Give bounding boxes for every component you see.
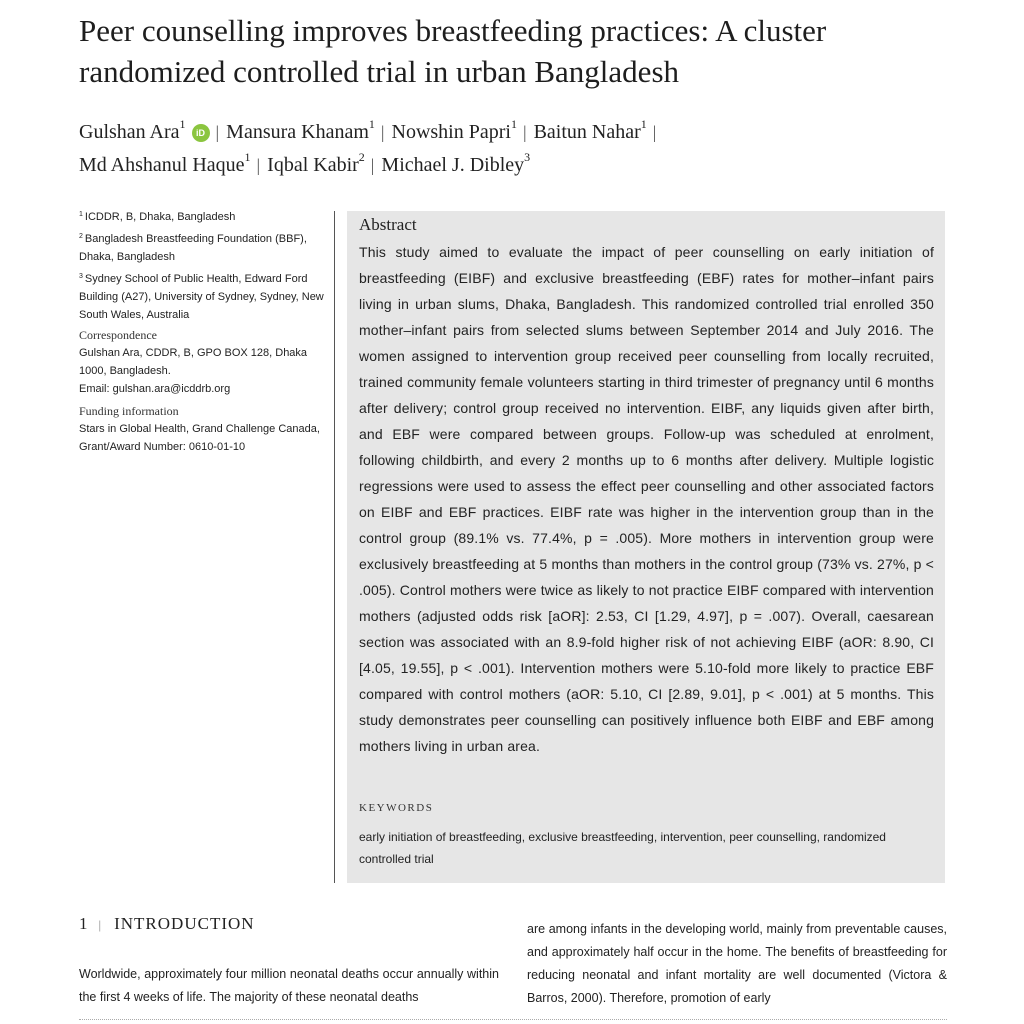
author-2[interactable] — [226, 117, 375, 143]
author-affiliation-sup: 1 — [179, 117, 186, 132]
abstract-box — [347, 211, 945, 883]
author-affiliation-sup: 1 — [368, 117, 375, 132]
author-name: Michael J. Dibley — [381, 154, 525, 176]
correspondence-email[interactable]: Email: gulshan.ara@icddrb.org — [79, 383, 231, 395]
author-affiliation-sup: 1 — [244, 150, 251, 165]
section-separator: | — [98, 917, 103, 932]
paper-title: Peer counselling improves breastfeeding practices: A cluster randomized controlled trial in urban Bangladesh — [79, 13, 827, 89]
correspondence-heading: Correspondence — [79, 328, 157, 342]
abstract-text: This study aimed to evaluate the impact of peer counselling on early initiation of breastfeeding (EIBF) and exclusive breastfeeding (EBF) rates for mother–infant pairs living in urban slums, Dhaka, Bangladesh. This randomized controlled trial enrolled 350 mother–infant pairs from selected slums between September 2014 and July 2016. The women assigned to intervention group received peer counselling from locally recruited, trained community female volunteers starting in third trimester of pregnancy until 6 months after delivery; control group received no intervention. EIBF, any liquids given after birth, and EBF were compared between groups. Follow-up was scheduled at enrolment, following childbirth, and every 2 months up to 6 months after delivery. Multiple logistic regressions were used to assess the effect peer counselling and other associated factors on EIBF and EBF practices. EIBF rate was higher in the intervention group than in the control group (89.1% vs. 77.4%, p = .005). More mothers in intervention group were exclusively breastfeeding at 5 months than mothers in the control group (73% vs. 27%, p < .005). Control mothers were twice as likely to not practice EIBF compared with intervention mothers (adjusted odds risk [aOR]: 2.53, CI [1.29, 4.97], p = .007). Overall, caesarean section was associated with an 8.9-fold higher risk of not achieving EIBF (aOR: 8.90, CI [4.05, 19.55], p < .001). Intervention mothers were 5.10-fold more likely to practice EBF compared with control mothers (aOR: 5.10, CI [2.89, 9.01], p < .001) at 5 months. This study demonstrates peer counselling can positively influence both EIBF and EBF among mothers living in urban area. — [359, 244, 934, 754]
author-separator: | — [256, 155, 261, 175]
abstract-heading: Abstract — [359, 215, 417, 234]
author-separator: | — [215, 122, 220, 142]
author-name: Md Ahshanul Haque — [79, 154, 245, 176]
author-1[interactable] — [79, 117, 210, 143]
author-3[interactable] — [391, 117, 517, 143]
affiliation-1: $^1$ ICDDR, B, Dhaka, Bangladesh — [79, 211, 236, 223]
funding-heading: Funding information — [79, 404, 179, 418]
author-name: Mansura Khanam — [226, 121, 369, 143]
author-6[interactable] — [267, 150, 365, 176]
author-7[interactable] — [381, 150, 531, 176]
keywords-heading: KEYWORDS — [359, 802, 434, 814]
author-name: Baitun Nahar — [533, 121, 641, 143]
author-separator: | — [380, 122, 385, 142]
author-name: Nowshin Papri — [391, 121, 511, 143]
author-separator: | — [522, 122, 527, 142]
section-heading-introduction — [79, 914, 255, 934]
page-footer-rule — [79, 1019, 947, 1020]
author-name: Gulshan Ara — [79, 121, 180, 143]
author-separator: | — [652, 122, 657, 142]
affiliation-3: $^3$ Sydney School of Public Health, Edward Ford Building (A27), University of Sydney, Sydney, New South Wales, Australia — [79, 273, 324, 321]
section-number: 1 — [79, 914, 89, 933]
article-info-column — [79, 206, 329, 456]
section-title: INTRODUCTION — [114, 914, 255, 933]
author-affiliation-sup: 1 — [640, 117, 647, 132]
author-list — [79, 116, 979, 182]
introduction-text-right: are among infants in the developing world, mainly from preventable causes, and approximately half occur in the home. The benefits of breastfeeding for reducing neonatal and infant mortality are well documented (Victora & Barros, 2000). Therefore, promotion of early — [527, 922, 947, 1005]
author-4[interactable] — [533, 117, 647, 143]
funding-text: Stars in Global Health, Grand Challenge Canada, Grant/Award Number: 0610-01-10 — [79, 423, 320, 453]
author-affiliation-sup: 2 — [358, 150, 365, 165]
author-5[interactable] — [79, 150, 251, 176]
author-affiliation-sup: 1 — [510, 117, 517, 132]
column-divider — [334, 211, 335, 883]
author-separator: | — [370, 155, 375, 175]
author-name: Iqbal Kabir — [267, 154, 359, 176]
correspondence-address: Gulshan Ara, CDDR, B, GPO BOX 128, Dhaka 1000, Bangladesh. — [79, 347, 308, 377]
orcid-icon[interactable]: iD — [192, 124, 210, 142]
keywords-text: early initiation of breastfeeding, exclusive breastfeeding, intervention, peer counselling, randomized controlled trial — [359, 830, 886, 866]
author-affiliation-sup: 3 — [524, 150, 531, 165]
affiliation-2: $^2$ Bangladesh Breastfeeding Foundation (BBF), Dhaka, Bangladesh — [79, 233, 307, 263]
introduction-text-left: Worldwide, approximately four million neonatal deaths occur annually within the first 4 weeks of life. The majority of these neonatal deaths — [79, 967, 499, 1004]
